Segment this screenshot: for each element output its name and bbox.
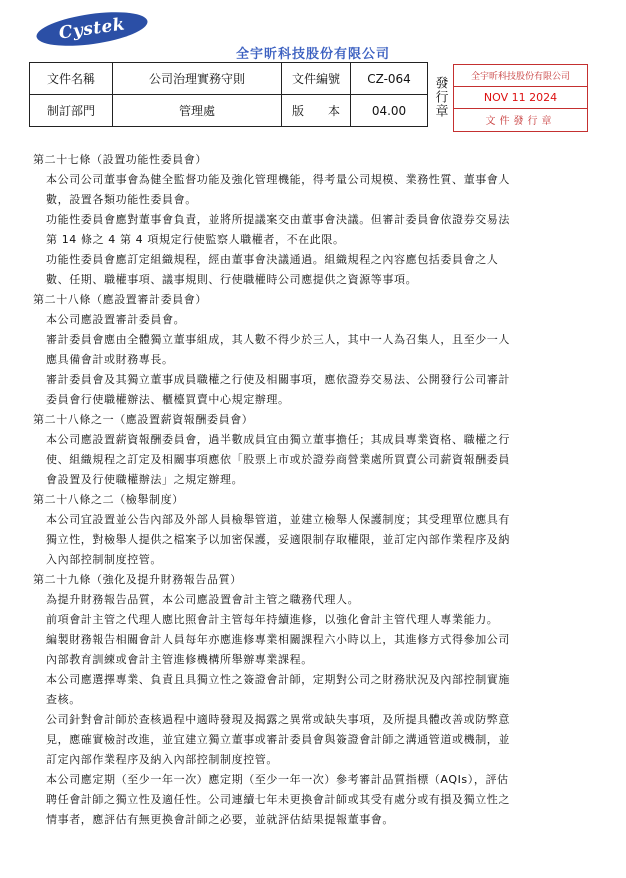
body-line: 內部教育訓練或會計主管進修機構所舉辦專業課程。 <box>46 653 313 666</box>
body-line: 情事者，應評估有無更換會計師之必要，並就評估結果提報董事會。 <box>46 813 394 826</box>
doc-name-value: 公司治理實務守則 <box>113 63 282 95</box>
issue-stamp <box>453 64 588 132</box>
stamp-text: 文件發行章 <box>485 116 556 127</box>
body-line: 數、任期、職權事項、議事規則、行使職權時公司應提供之資源等事項。 <box>46 273 418 286</box>
dept-label: 制訂部門 <box>30 95 113 127</box>
doc-no-value: CZ-064 <box>351 63 428 95</box>
body-line: 入內部控制制度控管。 <box>46 553 162 566</box>
stamp-company: 全宇昕科技股份有限公司 <box>454 65 587 87</box>
company-name: 全宇昕科技股份有限公司 <box>235 47 390 62</box>
doc-no-label: 文件編號 <box>282 63 351 95</box>
body-line: 第 14 條之 4 第 4 項規定行使監察人職權者，不在此限。 <box>46 233 345 246</box>
version-value: 04.00 <box>351 95 428 127</box>
body-line: 委員會行使職權辦法、櫃檯買賣中心規定辦理。 <box>46 393 290 406</box>
body-line: 前項會計主管之代理人應比照會計主管每年持續進修，以強化會計主管代理人專業能力。 <box>46 613 499 626</box>
body-line: 查核。 <box>46 693 81 706</box>
version-label: 版 本 <box>282 95 351 127</box>
article-heading: 第二十八條之一（應設置薪資報酬委員會） <box>33 413 254 426</box>
body-line: 使、組織規程之訂定及相關事項應依「股票上市或於證券商營業處所買賣公司薪資報酬委員 <box>46 453 510 466</box>
body-line: 功能性委員會應訂定組織規程，經由董事會決議通過。組織規程之內容應包括委員會之人 <box>46 253 499 266</box>
body-line: 本公司應設置審計委員會。 <box>46 313 186 326</box>
dept-value: 管理處 <box>113 95 282 127</box>
body-line: 審計委員會應由全體獨立董事組成，其人數不得少於三人，其中一人為召集人，且至少一人 <box>46 333 510 346</box>
body-line: 數，設置各類功能性委員會。 <box>46 193 197 206</box>
body-line: 會設置及行使職權辦法」之規定辦理。 <box>46 473 244 486</box>
article-heading: 第二十七條（設置功能性委員會） <box>33 153 207 166</box>
document-header-table <box>29 62 428 127</box>
body-line: 本公司宜設置並公告內部及外部人員檢舉管道，並建立檢舉人保護制度；其受理單位應具有 <box>46 513 510 526</box>
body-line: 本公司應選擇專業、負責且具獨立性之簽證會計師，定期對公司之財務狀況及內部控制實施 <box>46 673 510 686</box>
body-line: 見，應確實檢討改進，並宜建立獨立董事或審計委員會與簽證會計師之溝通管道或機制，並 <box>46 733 510 746</box>
body-line: 編製財務報告相關會計人員每年亦應進修專業相關課程六小時以上，其進修方式得參加公司 <box>46 633 510 646</box>
body-line: 審計委員會及其獨立董事成員職權之行使及相關事項，應依證券交易法、公開發行公司審計 <box>46 373 510 386</box>
article-heading: 第二十八條之二（檢舉制度） <box>33 493 184 506</box>
body-line: 聘任會計師之獨立性及適任性。公司連續七年未更換會計師或其受有處分或有損及獨立性之 <box>46 793 510 806</box>
body-line: 本公司應定期（至少一年一次）應定期（至少一年一次）參考審計品質指標（AQIs），評估 <box>46 773 509 786</box>
body-line: 應具備會計或財務專長。 <box>46 353 174 366</box>
document-body <box>33 150 593 830</box>
article-heading: 第二十八條（應設置審計委員會） <box>33 293 207 306</box>
logo-text: Cystek <box>57 14 127 44</box>
body-line: 本公司公司董事會為健全監督功能及強化管理機能，得考量公司規模、業務性質、董事會人 <box>46 173 510 186</box>
article-heading: 第二十九條（強化及提升財務報告品質） <box>33 573 242 586</box>
body-line: 功能性委員會應對董事會負責，並將所提議案交由董事會決議。但審計委員會依證券交易法 <box>46 213 510 226</box>
body-line: 訂定內部作業程序及納入內部控制制度控管。 <box>46 753 278 766</box>
body-line: 公司針對會計師於查核過程中適時發現及揭露之異常或缺失事項，及所提具體改善或防弊意 <box>46 713 510 726</box>
stamp-date: NOV 11 2024 <box>454 87 587 109</box>
body-line: 本公司應設置薪資報酬委員會，過半數成員宜由獨立董事擔任；其成員專業資格、職權之行 <box>46 433 510 446</box>
body-line: 為提升財務報告品質，本公司應設置會計主管之職務代理人。 <box>46 593 360 606</box>
issue-stamp-label: 發行章 <box>432 76 448 118</box>
body-line: 獨立性，對檢舉人提供之檔案予以加密保護，妥適限制存取權限，並訂定內部作業程序及納 <box>46 533 510 546</box>
doc-name-label: 文件名稱 <box>30 63 113 95</box>
